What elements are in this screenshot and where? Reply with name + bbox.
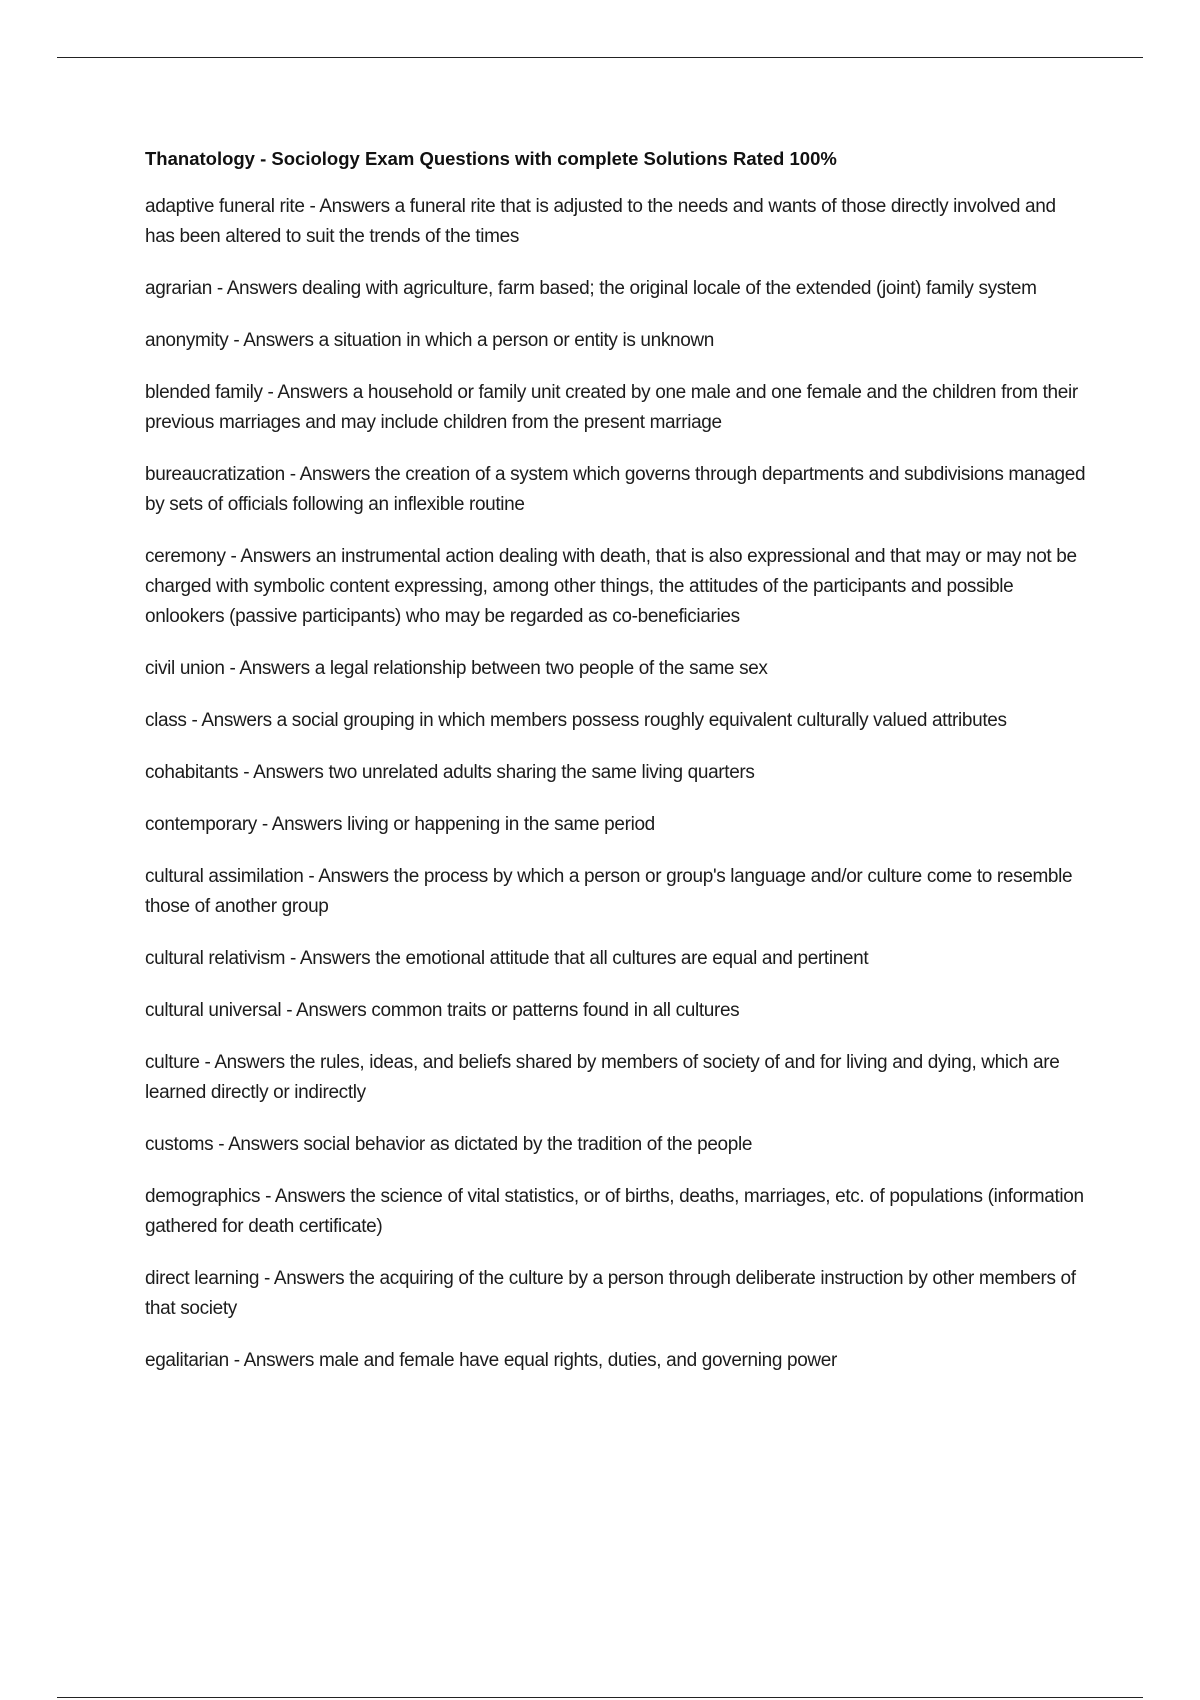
entry-blended-family: blended family - Answers a household or family unit created by one male and one female and the children from their previous marriages and may include children from the present marriage — [145, 382, 1078, 433]
entry-contemporary: contemporary - Answers living or happening in the same period — [145, 814, 655, 835]
entry-cohabitants: cohabitants - Answers two unrelated adults sharing the same living quarters — [145, 762, 755, 783]
entry-list — [145, 192, 1090, 1376]
entry-direct-learning: direct learning - Answers the acquiring of the culture by a person through deliberate instruction by other members of that society — [145, 1268, 1076, 1319]
document-body — [145, 146, 1090, 1398]
entry-civil-union: civil union - Answers a legal relationship between two people of the same sex — [145, 658, 768, 679]
entry-cultural-universal: cultural universal - Answers common traits or patterns found in all cultures — [145, 1000, 740, 1021]
entry-anonymity: anonymity - Answers a situation in which a person or entity is unknown — [145, 330, 715, 351]
document-title: Thanatology - Sociology Exam Questions with complete Solutions Rated 100% — [145, 148, 837, 169]
entry-demographics: demographics - Answers the science of vital statistics, or of births, deaths, marriages, etc. of populations (information gathered for death certificate) — [145, 1186, 1084, 1237]
header-rule — [57, 57, 1143, 58]
entry-customs: customs - Answers social behavior as dictated by the tradition of the people — [145, 1134, 753, 1155]
entry-class: class - Answers a social grouping in which members possess roughly equivalent culturally valued attributes — [145, 710, 1007, 731]
entry-culture: culture - Answers the rules, ideas, and beliefs shared by members of society of and for living and dying, which are learned directly or indirectly — [145, 1052, 1060, 1103]
entry-adaptive-funeral-rite: adaptive funeral rite - Answers a funeral rite that is adjusted to the needs and wants of those directly involved and has been altered to suit the trends of the times — [145, 196, 1056, 247]
entry-bureaucratization: bureaucratization - Answers the creation of a system which governs through departments and subdivisions managed by sets of officials following an inflexible routine — [145, 464, 1086, 515]
entry-cultural-assimilation: cultural assimilation - Answers the process by which a person or group's language and/or culture come to resemble those of another group — [145, 866, 1073, 917]
entry-egalitarian: egalitarian - Answers male and female have equal rights, duties, and governing power — [145, 1350, 837, 1371]
entry-ceremony: ceremony - Answers an instrumental action dealing with death, that is also expressional and that may or may not be charged with symbolic content expressing, among other things, the attitudes of the participants and possible onlookers (passive participants) who may be regarded as co-beneficiaries — [145, 546, 1077, 627]
footer-rule — [57, 1697, 1143, 1698]
entry-cultural-relativism: cultural relativism - Answers the emotional attitude that all cultures are equal and pertinent — [145, 948, 869, 969]
entry-agrarian: agrarian - Answers dealing with agriculture, farm based; the original locale of the extended (joint) family system — [145, 278, 1037, 299]
